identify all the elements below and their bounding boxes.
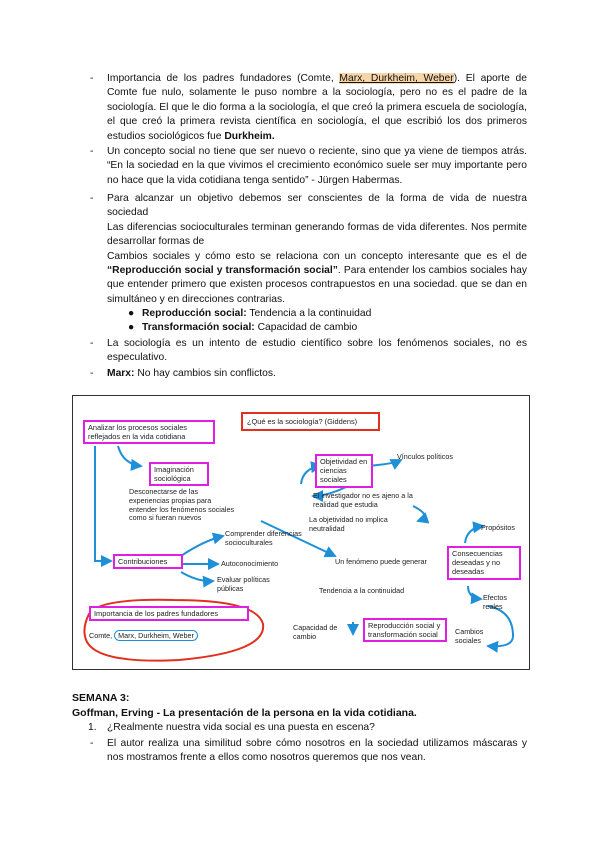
text-propositos: Propósitos (481, 523, 515, 532)
reading-title: Goffman, Erving - La presentación de la persona en la vida cotidiana. (72, 707, 417, 719)
box-imaginacion: Imaginación sociológica (149, 462, 209, 486)
bold-text: Durkheim. (224, 130, 275, 142)
text: Las diferencias socioculturales terminan generando formas de vida diferentes. Nos permite desarrollar formas de (107, 221, 527, 248)
box-importancia: Importancia de los padres fundadores (89, 606, 249, 621)
text: . Para entender los cambios sociales hay que entender primero que existen procesos contrapuestos en una sociedad. que se dan en simultáneo y en direcciones contrarias. (107, 265, 527, 305)
bullet-item (128, 307, 371, 321)
list-dash: - (90, 738, 94, 749)
text-marx-durkheim-weber: Marx, Durkheim, Weber (114, 630, 198, 641)
arrow (181, 572, 213, 581)
text-comte-marx (89, 632, 229, 641)
box-contribuciones: Contribuciones (113, 554, 183, 569)
list-dash: - (90, 368, 94, 379)
bold-text: “Reproducción social y transformación social” (107, 265, 338, 277)
numbered-item (88, 721, 375, 735)
bullet-icon: ● (128, 308, 135, 319)
box-que-es-sociologia: ¿Qué es la sociología? (Giddens) (241, 412, 380, 431)
bold-text: Transformación social: (142, 322, 255, 333)
box-consecuencias: Consecuencias deseadas y no deseadas (447, 546, 521, 580)
paragraph-fundadores (107, 72, 527, 144)
text-fenomeno: Un fenómeno puede generar (335, 557, 427, 566)
text-vinculos: Vínculos políticos (397, 452, 453, 461)
text-tendencia: Tendencia a la continuidad (319, 586, 405, 595)
text-cambios: Cambios sociales (455, 627, 484, 645)
text: ). El aporte de Comte fue nulo, solamente le puso nombre a la sociología, pero no es el padre de la sociología. El que le dio forma a la sociología, el que creó la primera escuela de sociología, el que creó la primera revista científica en sociología, el que escribió los dos primeros estudios sociológicos fue (107, 73, 527, 142)
text: Importancia de los padres fundadores (Comte, (107, 73, 340, 84)
text-autoconocimiento: Autoconocimiento (221, 559, 279, 568)
text: Capacidad de cambio (254, 322, 358, 333)
paragraph-sociologia: La sociología es un intento de estudio científico sobre los fenómenos sociales, no es especulativo. (107, 338, 527, 364)
box-analizar: Analizar los procesos sociales reflejados en la vida cotidiana (83, 420, 215, 444)
text: ¿Realmente nuestra vida social es una puesta en escena? (107, 722, 375, 733)
section-heading: SEMANA 3: (72, 692, 130, 704)
list-dash: - (90, 146, 94, 157)
text-desconectarse: Desconectarse de las experiencias propias para entender los fenómenos sociales como si fueran nuevos (129, 487, 235, 523)
arrow (95, 446, 111, 561)
bold-text: Marx: (107, 368, 135, 379)
list-number: 1. (88, 722, 97, 733)
text-evaluar: Evaluar políticas públicas (217, 575, 270, 593)
arrow (181, 536, 223, 556)
box-reproduccion: Reproducción social y transformación social (363, 618, 447, 642)
box-objetividad: Objetividad en ciencias sociales (315, 454, 373, 488)
highlighted-names: Marx, Durkheim, Weber (339, 73, 454, 84)
text: Para alcanzar un objetivo debemos ser conscientes de la forma de vida de nuestra sociedad (107, 193, 527, 219)
paragraph-objetivo (107, 192, 527, 307)
text-efectos: Efectos reales (483, 593, 507, 611)
text-comprender: Comprender diferencias socioculturales (225, 529, 302, 547)
list-dash: - (90, 338, 94, 349)
text (107, 250, 527, 308)
bullet-icon: ● (128, 322, 135, 333)
paragraph-concepto: Un concepto social no tiene que ser nuevo o reciente, sino que ya viene de tiempos atrás. “En la sociedad en la que vivimos el crecimiento económico suele ser muy importante pero no hace que la vida cotidiana tenga sentido” - Jürgen Habermas. (107, 146, 527, 186)
text: No hay cambios sin conflictos. (134, 368, 276, 379)
list-dash: - (90, 193, 94, 204)
text-comte: Comte, (89, 631, 115, 640)
concept-map (72, 395, 530, 670)
bullet-item (128, 321, 357, 335)
arrow (118, 446, 141, 466)
paragraph-marx (107, 367, 527, 381)
arrow (468, 586, 481, 599)
text-objetividad-neutralidad: La objetividad no implica neutralidad (309, 515, 388, 533)
text: Tendencia a la continuidad (246, 308, 372, 319)
list-dash: - (90, 73, 94, 84)
paragraph-goffman: El autor realiza una similitud sobre cómo nosotros en la sociedad utilizamos máscaras y nos mostramos frente a ellos como nosotros queremos que nos vean. (107, 738, 527, 764)
text: Cambios sociales y cómo esto se relaciona con un concepto interesante que es el de (107, 250, 527, 262)
bold-text: Reproducción social: (142, 308, 247, 319)
text-capacidad: Capacidad de cambio (293, 623, 338, 641)
text-investigador: El investigador no es ajeno a la realidad que estudia (313, 491, 413, 509)
